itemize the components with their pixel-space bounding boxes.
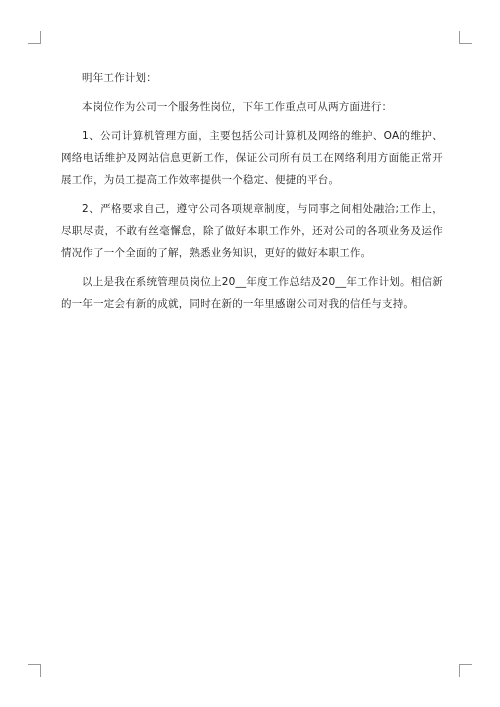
- crop-mark-bottom-right: [459, 664, 472, 677]
- paragraph-intro: 本岗位作为公司一个服务性岗位，下年工作重点可从两方面进行：: [82, 101, 393, 113]
- paragraph-closing: 以上是我在系统管理员岗位上20__年度工作总结及20__年工作计划。相信新的一年一定会有新的成就，同时在新的一年里感谢公司对我的信任与支持。: [61, 276, 443, 310]
- paragraph-item-1: 1、公司计算机管理方面，主要包括公司计算机及网络的维护、OA的维护、网络电话维护及网站信息更新工作，保证公司所有员工在网络利用方面能正常开展工作，为员工提高工作效率提供一个稳定、便捷的平台。: [61, 130, 443, 186]
- paragraph-item-2: 2、严格要求自己，遵守公司各项规章制度，与同事之间相处融洽;工作上，尽职尽责，不敢有丝毫懈怠，除了做好本职工作外，还对公司的各项业务及运作情况作了一个全面的了解，熟悉业务知识，更好的做好本职工作。: [61, 203, 443, 259]
- crop-mark-bottom-left: [28, 664, 41, 677]
- crop-mark-top-right: [459, 31, 472, 44]
- section-heading: 明年工作计划：: [82, 72, 157, 84]
- crop-mark-top-left: [28, 31, 41, 44]
- document-body: [61, 67, 443, 322]
